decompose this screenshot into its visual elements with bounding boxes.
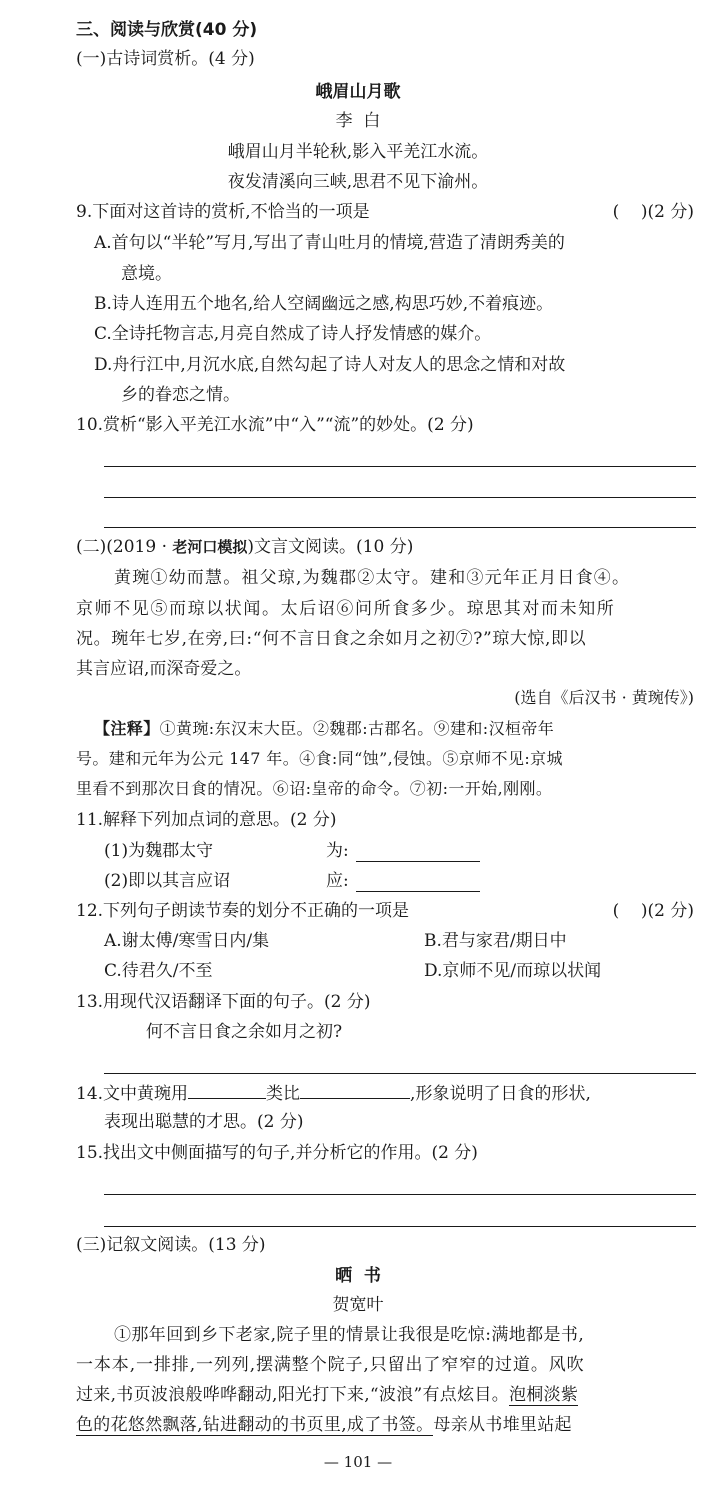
answer-line[interactable] xyxy=(104,1194,696,1195)
q9-option-b: B.诗人连用五个地名,给人空阔幽远之感,构思巧妙,不着痕迹。 xyxy=(94,294,554,314)
q14-line-1 xyxy=(76,1080,591,1106)
classical-text-line-3: 况。琬年七岁,在旁,曰:“何不言日食之余如月之初⑦?”琼大惊,即以 xyxy=(76,629,587,649)
q14-blank-2[interactable] xyxy=(300,1080,410,1099)
q12-answer-slot[interactable]: ( )(2 分) xyxy=(612,901,694,921)
q14-text-2: 类比 xyxy=(266,1084,301,1104)
answer-line[interactable] xyxy=(104,466,696,467)
q15-stem: 15.找出文中侧面描写的句子,并分析它的作用。(2 分) xyxy=(76,1143,478,1163)
q11-item-1-word: 为: xyxy=(326,841,349,861)
poem-title: 峨眉山月歌 xyxy=(315,82,401,102)
essay-line-2: 一本本,一排排,一列列,摆满整个院子,只留出了窄窄的过道。风吹 xyxy=(76,1355,585,1375)
essay-author: 贺宽叶 xyxy=(332,1295,384,1315)
answer-line[interactable] xyxy=(104,1073,696,1074)
q11-item-1-blank[interactable] xyxy=(356,861,480,862)
essay-underlined-sentence-cont: 色的花悠然飘落,钻进翻动的书页里,成了书签。 xyxy=(76,1415,434,1435)
q13-sentence: 何不言日食之余如月之初? xyxy=(146,1022,343,1042)
q11-stem: 11.解释下列加点词的意思。(2 分) xyxy=(76,810,337,830)
q12-stem: 12.下列句子朗读节奏的划分不正确的一项是 xyxy=(76,901,410,921)
q9-option-a-cont: 意境。 xyxy=(121,264,172,284)
poem-author: 李 白 xyxy=(335,111,381,131)
q14-text-3: ,形象说明了日食的形状, xyxy=(410,1084,591,1104)
notes-text-1: ①黄琬:东汉末大臣。②魏郡:古郡名。⑨建和:汉桓帝年 xyxy=(159,719,555,738)
q10-stem: 10.赏析“影入平羌江水流”中“入”“流”的妙处。(2 分) xyxy=(76,415,474,435)
notes-line-1 xyxy=(94,717,554,741)
part1-label: (一)古诗词赏析。(4 分) xyxy=(76,49,255,69)
q12-option-b: B.君与家君/期日中 xyxy=(424,931,567,951)
answer-line[interactable] xyxy=(104,1226,696,1227)
part2-label-pre: (二)(2019 · xyxy=(76,537,173,557)
notes-label: 【注释】 xyxy=(94,719,160,738)
q11-item-1: (1)为魏郡太守 xyxy=(104,841,214,861)
notes-line-3: 里看不到那次日食的情况。⑥诏:皇帝的命令。⑦初:一开始,刚刚。 xyxy=(76,779,553,798)
q9-stem: 9.下面对这首诗的赏析,不恰当的一项是 xyxy=(76,202,370,222)
q9-answer-slot[interactable]: ( )(2 分) xyxy=(612,202,694,222)
q11-item-2-word: 应: xyxy=(326,871,349,891)
notes-line-2: 号。建和元年为公元 147 年。④食:同“蚀”,侵蚀。⑤京师不见:京城 xyxy=(76,749,563,768)
q11-item-2-blank[interactable] xyxy=(356,891,480,892)
q14-text-1: 14.文中黄琬用 xyxy=(76,1084,189,1104)
page-number: — 101 — xyxy=(323,1453,393,1471)
q14-line-2: 表现出聪慧的才思。(2 分) xyxy=(104,1112,304,1132)
section-heading: 三、阅读与欣赏(40 分) xyxy=(76,20,258,40)
essay-line-1: ①那年回到乡下老家,院子里的情景让我很是吃惊:满地都是书, xyxy=(114,1325,585,1345)
essay-title: 晒 书 xyxy=(335,1266,381,1286)
q9-option-d: D.舟行江中,月沉水底,自然勾起了诗人对友人的思念之情和对故 xyxy=(94,355,566,375)
answer-line[interactable] xyxy=(104,527,696,528)
text-source: (选自《后汉书 · 黄琬传》) xyxy=(514,688,694,707)
part2-label-source: 老河口模拟 xyxy=(172,538,248,556)
essay-line-3 xyxy=(76,1383,578,1407)
classical-text-line-4: 其言应诏,而深奇爱之。 xyxy=(76,659,252,679)
essay-line-4-text: 母亲从书堆里站起 xyxy=(433,1415,572,1435)
q12-option-c: C.待君久/不至 xyxy=(104,961,213,981)
part2-label-post: )文言文阅读。(10 分) xyxy=(247,537,414,557)
q11-item-2: (2)即以其言应诏 xyxy=(104,871,231,891)
essay-underlined-sentence: 泡桐淡紫 xyxy=(509,1385,579,1405)
q12-option-d: D.京师不见/而琼以状闻 xyxy=(424,961,602,981)
part3-label: (三)记叙文阅读。(13 分) xyxy=(76,1235,266,1255)
q9-option-c: C.全诗托物言志,月亮自然成了诗人抒发情感的媒介。 xyxy=(94,324,492,344)
poem-line-2: 夜发清溪向三峡,思君不见下渝州。 xyxy=(227,172,489,192)
essay-line-4 xyxy=(76,1413,572,1437)
q14-blank-1[interactable] xyxy=(188,1080,266,1099)
classical-text-line-2: 京师不见⑤而琼以状闻。太后诏⑥问所食多少。琼思其对而未知所 xyxy=(76,599,616,619)
answer-line[interactable] xyxy=(104,497,696,498)
q13-stem: 13.用现代汉语翻译下面的句子。(2 分) xyxy=(76,992,371,1012)
classical-text-line-1: 黄琬①幼而慧。祖父琼,为魏郡②太守。建和③元年正月日食④。 xyxy=(114,568,631,588)
essay-line-3-text: 过来,书页波浪般哗哗翻动,阳光打下来,“波浪”有点炫目。 xyxy=(76,1385,509,1405)
q9-option-d-cont: 乡的眷恋之情。 xyxy=(121,385,240,405)
part2-label xyxy=(76,535,413,559)
q12-option-a: A.谢太傅/寒雪日内/集 xyxy=(104,931,270,951)
poem-line-1: 峨眉山月半轮秋,影入平羌江水流。 xyxy=(227,142,489,162)
q9-option-a: A.首句以“半轮”写月,写出了青山吐月的情境,营造了清朗秀美的 xyxy=(94,233,565,253)
